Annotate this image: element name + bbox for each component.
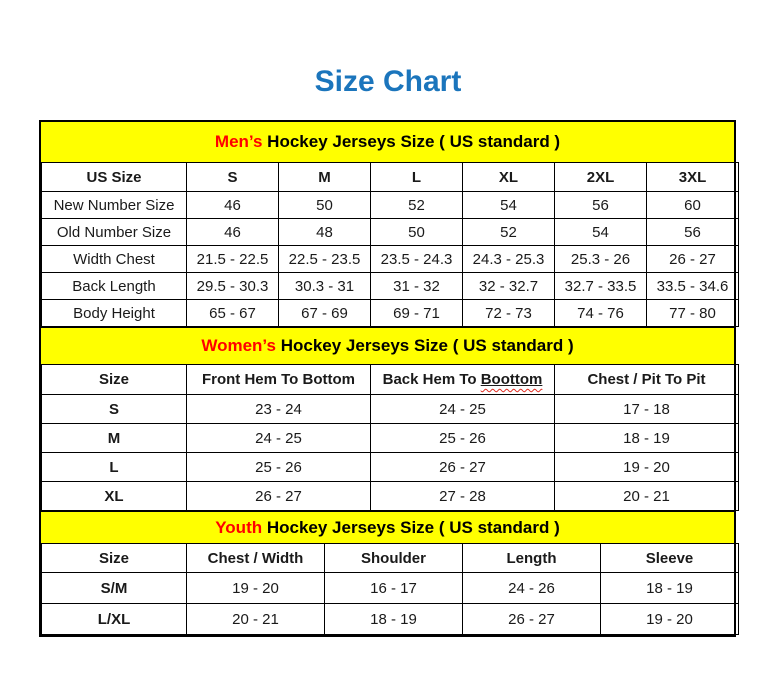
size-value-cell: 54 xyxy=(463,192,555,219)
size-value-cell: 24.3 - 25.3 xyxy=(463,246,555,273)
size-value-cell: 18 - 19 xyxy=(601,573,739,604)
size-value-cell: 33.5 - 34.6 xyxy=(647,273,739,300)
size-value-cell: 16 - 17 xyxy=(325,573,463,604)
row-label: S/M xyxy=(42,573,187,604)
mens-size-table xyxy=(41,162,739,327)
section-title-highlight-mens: Men’s xyxy=(214,132,263,151)
column-header: 3XL xyxy=(647,163,739,192)
size-chart-container xyxy=(39,120,736,637)
section-band-womens xyxy=(41,327,734,364)
size-value-cell: 74 - 76 xyxy=(555,300,647,327)
size-value-cell: 20 - 21 xyxy=(555,482,739,511)
size-value-cell: 69 - 71 xyxy=(371,300,463,327)
size-value-cell: 52 xyxy=(463,219,555,246)
size-value-cell: 30.3 - 31 xyxy=(279,273,371,300)
size-value-cell: 26 - 27 xyxy=(463,604,601,635)
misspelled-word: Boottom xyxy=(480,371,543,388)
column-header: S xyxy=(187,163,279,192)
section-title-rest-mens: Hockey Jerseys Size ( US standard ) xyxy=(262,132,561,151)
size-value-cell: 25 - 26 xyxy=(371,424,555,453)
table-row xyxy=(42,395,739,424)
section-title-rest-womens: Hockey Jerseys Size ( US standard ) xyxy=(275,336,574,355)
size-value-cell: 18 - 19 xyxy=(555,424,739,453)
row-label: Back Length xyxy=(42,273,187,300)
column-header: Sleeve xyxy=(601,544,739,573)
header-row xyxy=(42,365,739,395)
section-band-youth xyxy=(41,511,734,543)
size-value-cell: 54 xyxy=(555,219,647,246)
size-value-cell: 20 - 21 xyxy=(187,604,325,635)
size-value-cell: 48 xyxy=(279,219,371,246)
section-title-highlight-womens: Women’s xyxy=(201,336,276,355)
header-row xyxy=(42,163,739,192)
size-value-cell: 27 - 28 xyxy=(371,482,555,511)
table-row xyxy=(42,453,739,482)
row-label: Body Height xyxy=(42,300,187,327)
size-value-cell: 50 xyxy=(371,219,463,246)
size-value-cell: 24 - 26 xyxy=(463,573,601,604)
table-row xyxy=(42,604,739,635)
row-label: L/XL xyxy=(42,604,187,635)
size-value-cell: 60 xyxy=(647,192,739,219)
size-value-cell: 26 - 27 xyxy=(647,246,739,273)
column-header: Chest / Width xyxy=(187,544,325,573)
row-label: M xyxy=(42,424,187,453)
size-value-cell: 19 - 20 xyxy=(187,573,325,604)
table-row xyxy=(42,482,739,511)
size-value-cell: 24 - 25 xyxy=(371,395,555,424)
size-value-cell: 32.7 - 33.5 xyxy=(555,273,647,300)
size-value-cell: 23 - 24 xyxy=(187,395,371,424)
row-label: S xyxy=(42,395,187,424)
size-value-cell: 50 xyxy=(279,192,371,219)
column-header: Front Hem To Bottom xyxy=(187,365,371,395)
column-header: L xyxy=(371,163,463,192)
column-header: XL xyxy=(463,163,555,192)
row-label: New Number Size xyxy=(42,192,187,219)
size-value-cell: 31 - 32 xyxy=(371,273,463,300)
size-value-cell: 26 - 27 xyxy=(187,482,371,511)
table-row xyxy=(42,273,739,300)
size-value-cell: 18 - 19 xyxy=(325,604,463,635)
column-header: Size xyxy=(42,544,187,573)
column-header: Back Hem To Boottom xyxy=(371,365,555,395)
section-title-rest-youth: Hockey Jerseys Size ( US standard ) xyxy=(262,517,560,537)
section-title-highlight-youth: Youth xyxy=(215,517,263,537)
size-value-cell: 19 - 20 xyxy=(601,604,739,635)
row-label: Old Number Size xyxy=(42,219,187,246)
column-header: 2XL xyxy=(555,163,647,192)
size-value-cell: 25.3 - 26 xyxy=(555,246,647,273)
size-value-cell: 77 - 80 xyxy=(647,300,739,327)
size-value-cell: 23.5 - 24.3 xyxy=(371,246,463,273)
size-value-cell: 21.5 - 22.5 xyxy=(187,246,279,273)
column-header: Size xyxy=(42,365,187,395)
size-value-cell: 26 - 27 xyxy=(371,453,555,482)
table-row xyxy=(42,192,739,219)
size-value-cell: 29.5 - 30.3 xyxy=(187,273,279,300)
header-row xyxy=(42,544,739,573)
table-row xyxy=(42,300,739,327)
page-title: Size Chart xyxy=(314,65,462,98)
table-row xyxy=(42,573,739,604)
size-value-cell: 19 - 20 xyxy=(555,453,739,482)
size-value-cell: 22.5 - 23.5 xyxy=(279,246,371,273)
size-value-cell: 72 - 73 xyxy=(463,300,555,327)
size-value-cell: 56 xyxy=(647,219,739,246)
row-label: Width Chest xyxy=(42,246,187,273)
row-label: L xyxy=(42,453,187,482)
column-header: M xyxy=(279,163,371,192)
size-value-cell: 24 - 25 xyxy=(187,424,371,453)
table-row xyxy=(42,246,739,273)
size-value-cell: 65 - 67 xyxy=(187,300,279,327)
womens-size-table xyxy=(41,364,739,511)
size-value-cell: 32 - 32.7 xyxy=(463,273,555,300)
size-value-cell: 46 xyxy=(187,219,279,246)
size-value-cell: 56 xyxy=(555,192,647,219)
column-header: Chest / Pit To Pit xyxy=(555,365,739,395)
row-label: XL xyxy=(42,482,187,511)
table-row xyxy=(42,424,739,453)
table-row xyxy=(42,219,739,246)
size-value-cell: 46 xyxy=(187,192,279,219)
column-header: US Size xyxy=(42,163,187,192)
size-value-cell: 25 - 26 xyxy=(187,453,371,482)
size-value-cell: 52 xyxy=(371,192,463,219)
column-header: Shoulder xyxy=(325,544,463,573)
column-header: Length xyxy=(463,544,601,573)
size-value-cell: 67 - 69 xyxy=(279,300,371,327)
size-value-cell: 17 - 18 xyxy=(555,395,739,424)
section-band-mens xyxy=(41,122,734,162)
youth-size-table xyxy=(41,543,739,635)
